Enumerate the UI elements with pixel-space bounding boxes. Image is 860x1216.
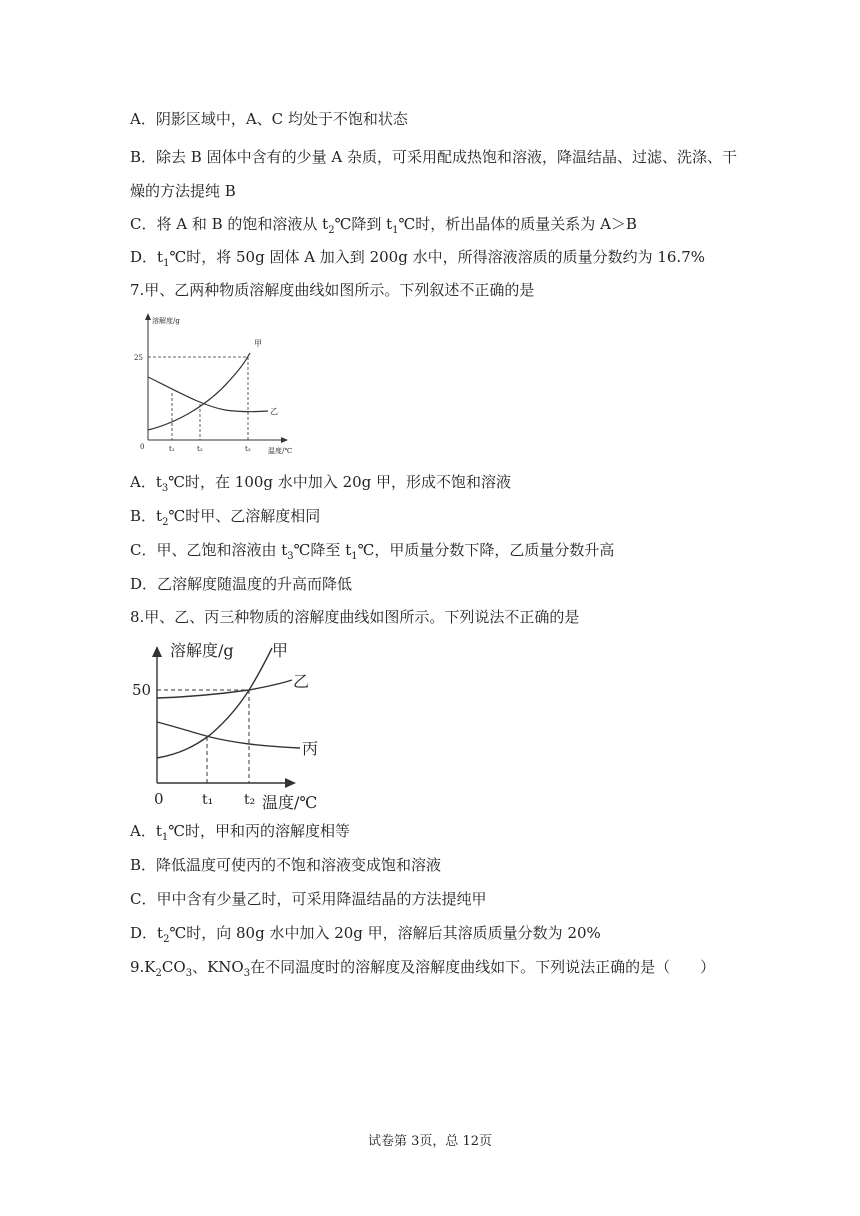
q7-option-a: A．$t_3℃$时，在 100g 水中加入 20g 甲，形成不饱和溶液	[130, 473, 512, 494]
q7-origin: 0	[140, 443, 145, 451]
q8-x-arrow	[285, 778, 296, 788]
q7-y-label: 溶解度/g	[152, 317, 180, 325]
q7-y-arrow	[145, 313, 151, 320]
q8-label-yi: 乙	[293, 672, 310, 691]
q8-option-a: A．$t_1℃$时，甲和丙的溶解度相等	[130, 822, 351, 843]
q7-x-label: 温度/℃	[268, 447, 293, 455]
q7-y-tick-25: 25	[134, 354, 143, 362]
q7-curve-jia	[148, 353, 250, 430]
q7-x-tick-t2: t₂	[197, 445, 203, 453]
q8-option-d: D．$t_2℃$时，向 80g 水中加入 20g 甲，溶解后其溶质质量分数为 20%	[130, 924, 601, 945]
q8-y-tick-50: 50	[132, 681, 152, 699]
q7-x-arrow	[281, 437, 288, 443]
q8-label-bing: 丙	[302, 739, 319, 758]
q7-x-tick-t3: t₃	[245, 445, 251, 453]
q8-x-tick-t2: t₂	[244, 792, 256, 808]
q8-origin: 0	[154, 790, 164, 808]
q8-option-b: B．降低温度可使丙的不饱和溶液变成饱和溶液	[130, 856, 442, 874]
q8-stem: 8.甲、乙、丙三种物质的溶解度曲线如图所示。下列说法不正确的是	[130, 608, 580, 626]
q7-label-jia: 甲	[254, 339, 262, 348]
q6-option-d: D．$t_1℃$时，将 50g 固体 A 加入到 200g 水中，所得溶液溶质的质量分数约为 16.7%	[130, 248, 706, 269]
q6-option-b-cont: 燥的方法提纯 B	[130, 182, 236, 200]
q7-stem: 7.甲、乙两种物质溶解度曲线如图所示。下列叙述不正确的是	[130, 281, 535, 299]
q6-option-a: A．阴影区域中，A、C 均处于不饱和状态	[130, 110, 408, 128]
q6-option-b: B．除去 B 固体中含有的少量 A 杂质，可采用配成热饱和溶液，降温结晶、过滤、洗涤、干	[130, 148, 737, 166]
q7-label-yi: 乙	[270, 407, 278, 416]
q8-x-tick-t1: t₁	[202, 792, 214, 808]
q7-solubility-chart	[130, 308, 300, 460]
q8-option-c: C．甲中含有少量乙时，可采用降温结晶的方法提纯甲	[130, 890, 487, 908]
q8-solubility-chart	[130, 638, 340, 816]
q8-label-jia: 甲	[272, 641, 289, 660]
q8-y-arrow	[152, 646, 162, 657]
q8-curve-yi	[157, 680, 292, 698]
q7-option-c: C．甲、乙饱和溶液由 $t_3℃$降至 $t_1℃$，甲质量分数下降，乙质量分数升高	[130, 541, 615, 562]
q6-option-c: C．将 A 和 B 的饱和溶液从 $t_2℃$降到 $t_1℃$时，析出晶体的质量关系为 A＞B	[130, 215, 637, 236]
q7-x-tick-t1: t₁	[169, 445, 175, 453]
q8-curve-jia	[157, 648, 272, 758]
q7-curve-yi	[148, 377, 268, 412]
q8-curve-bing	[157, 722, 300, 748]
q9-stem: $9.K_2CO_3$、$KNO_3$在不同温度时的溶解度及溶解度曲线如下。下列说法正确的是（ ）	[130, 958, 716, 979]
page-footer: 试卷第 3页，总 12页	[367, 1134, 493, 1149]
q7-option-b: B．$t_2℃$时甲、乙溶解度相同	[130, 507, 321, 528]
q7-option-d: D．乙溶解度随温度的升高而降低	[130, 575, 353, 593]
q8-y-label: 溶解度/g	[170, 641, 234, 660]
q8-x-label: 温度/℃	[262, 793, 318, 812]
